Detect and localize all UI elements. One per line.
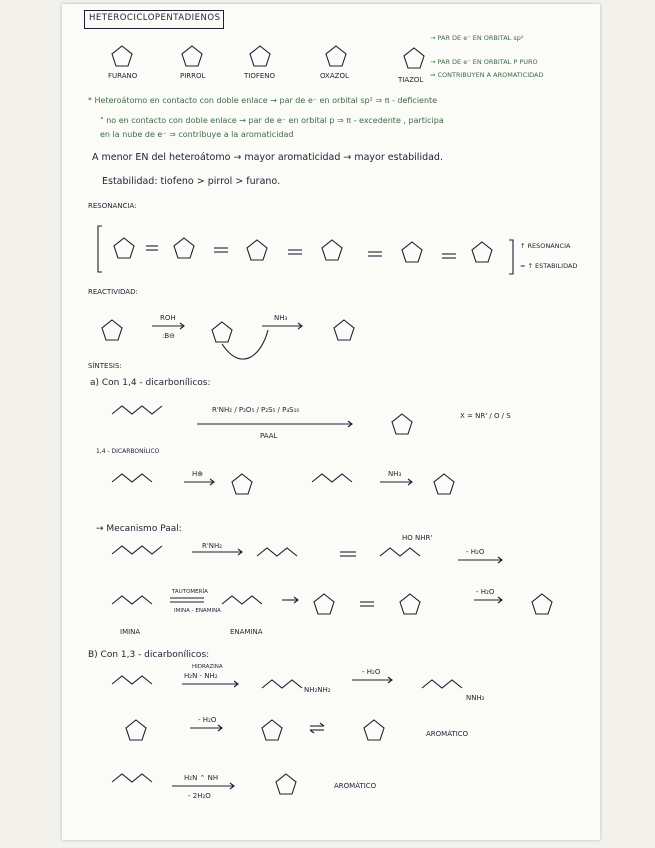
caption: TAUTOMERÍA xyxy=(172,589,208,595)
caption: IMINA - ENAMINA xyxy=(174,608,221,614)
subsection-label: B) Con 1,3 - dicarbonílicos: xyxy=(88,650,210,660)
reagent: HO NHR' xyxy=(402,534,433,542)
notebook-page xyxy=(62,4,600,840)
subsection-label: → Mecanismo Paal: xyxy=(96,524,182,534)
caption: IMINA xyxy=(120,628,141,636)
note-line: * Heteroátomo en contacto con doble enlace → par de e⁻ en orbital sp² ⇒ π - deficiente xyxy=(88,96,438,105)
caption: AROMÁTICO xyxy=(334,782,377,790)
compound-label: OXAZOL xyxy=(320,72,349,80)
reagent: R'NH₂ / P₂O₅ / P₂S₅ / P₄S₁₀ xyxy=(212,406,300,414)
reagent: NH₃ xyxy=(274,314,288,322)
compound-label: TIOFENO xyxy=(244,72,276,80)
side-note: ⇒ CONTRIBUYEN A AROMATICIDAD xyxy=(430,71,544,79)
reagent: H₂N ⌃ NH xyxy=(184,774,219,782)
reagent: NH₃ xyxy=(388,470,402,478)
resonance-note: ↑ RESONANCIA xyxy=(520,242,571,250)
compound-label: FURANO xyxy=(108,72,138,80)
reagent: PAAL xyxy=(260,432,278,440)
page-title: HETEROCICLOPENTADIENOS xyxy=(89,13,221,23)
reagent: - H₂O xyxy=(198,716,217,724)
reagent: - H₂O xyxy=(466,548,485,556)
reagent: :B⊖ xyxy=(162,332,176,340)
caption: ENAMINA xyxy=(230,628,263,636)
note-line: A menor EN del heteroátomo → mayor aromaticidad → mayor estabilidad. xyxy=(92,152,443,163)
caption: 1,4 - DICARBONÍLICO xyxy=(96,448,160,455)
subsection-label: a) Con 1,4 - dicarbonílicos: xyxy=(90,378,211,388)
note-line: " no en contacto con doble enlace → par de e⁻ en orbital p ⇒ π - excedente , participa xyxy=(100,116,444,125)
caption: AROMÁTICO xyxy=(426,730,469,738)
resonance-note: = ↑ ESTABILIDAD xyxy=(520,262,578,270)
caption: HIDRAZINA xyxy=(192,664,223,670)
reagent: H₂N - NH₂ xyxy=(184,672,218,680)
reagent: NH₂NH₂ xyxy=(304,686,331,694)
section-label: SÍNTESIS: xyxy=(88,362,122,370)
section-label: REACTIVIDAD: xyxy=(88,288,138,296)
side-note: → PAR DE e⁻ EN ORBITAL P PURO xyxy=(430,58,538,66)
reagent: - H₂O xyxy=(476,588,495,596)
reagent: NNH₂ xyxy=(466,694,485,702)
definition: X = NR' / O / S xyxy=(460,412,511,420)
compound-label: PIRROL xyxy=(180,72,206,80)
reagent: R'NH₂ xyxy=(202,542,223,550)
compound-label: TIAZOL xyxy=(398,76,424,84)
reagent: - H₂O xyxy=(362,668,381,676)
side-note: → PAR DE e⁻ EN ORBITAL sp² xyxy=(430,34,524,42)
reagent: ROH xyxy=(160,314,176,322)
note-line: en la nube de e⁻ ⇒ contribuye a la aromaticidad xyxy=(100,130,294,139)
note-line: Estabilidad: tiofeno > pirrol > furano. xyxy=(102,176,281,187)
reagent: - 2H₂O xyxy=(188,792,211,800)
reagent: H⊕ xyxy=(192,470,204,478)
section-label: RESONANCIA: xyxy=(88,202,137,210)
